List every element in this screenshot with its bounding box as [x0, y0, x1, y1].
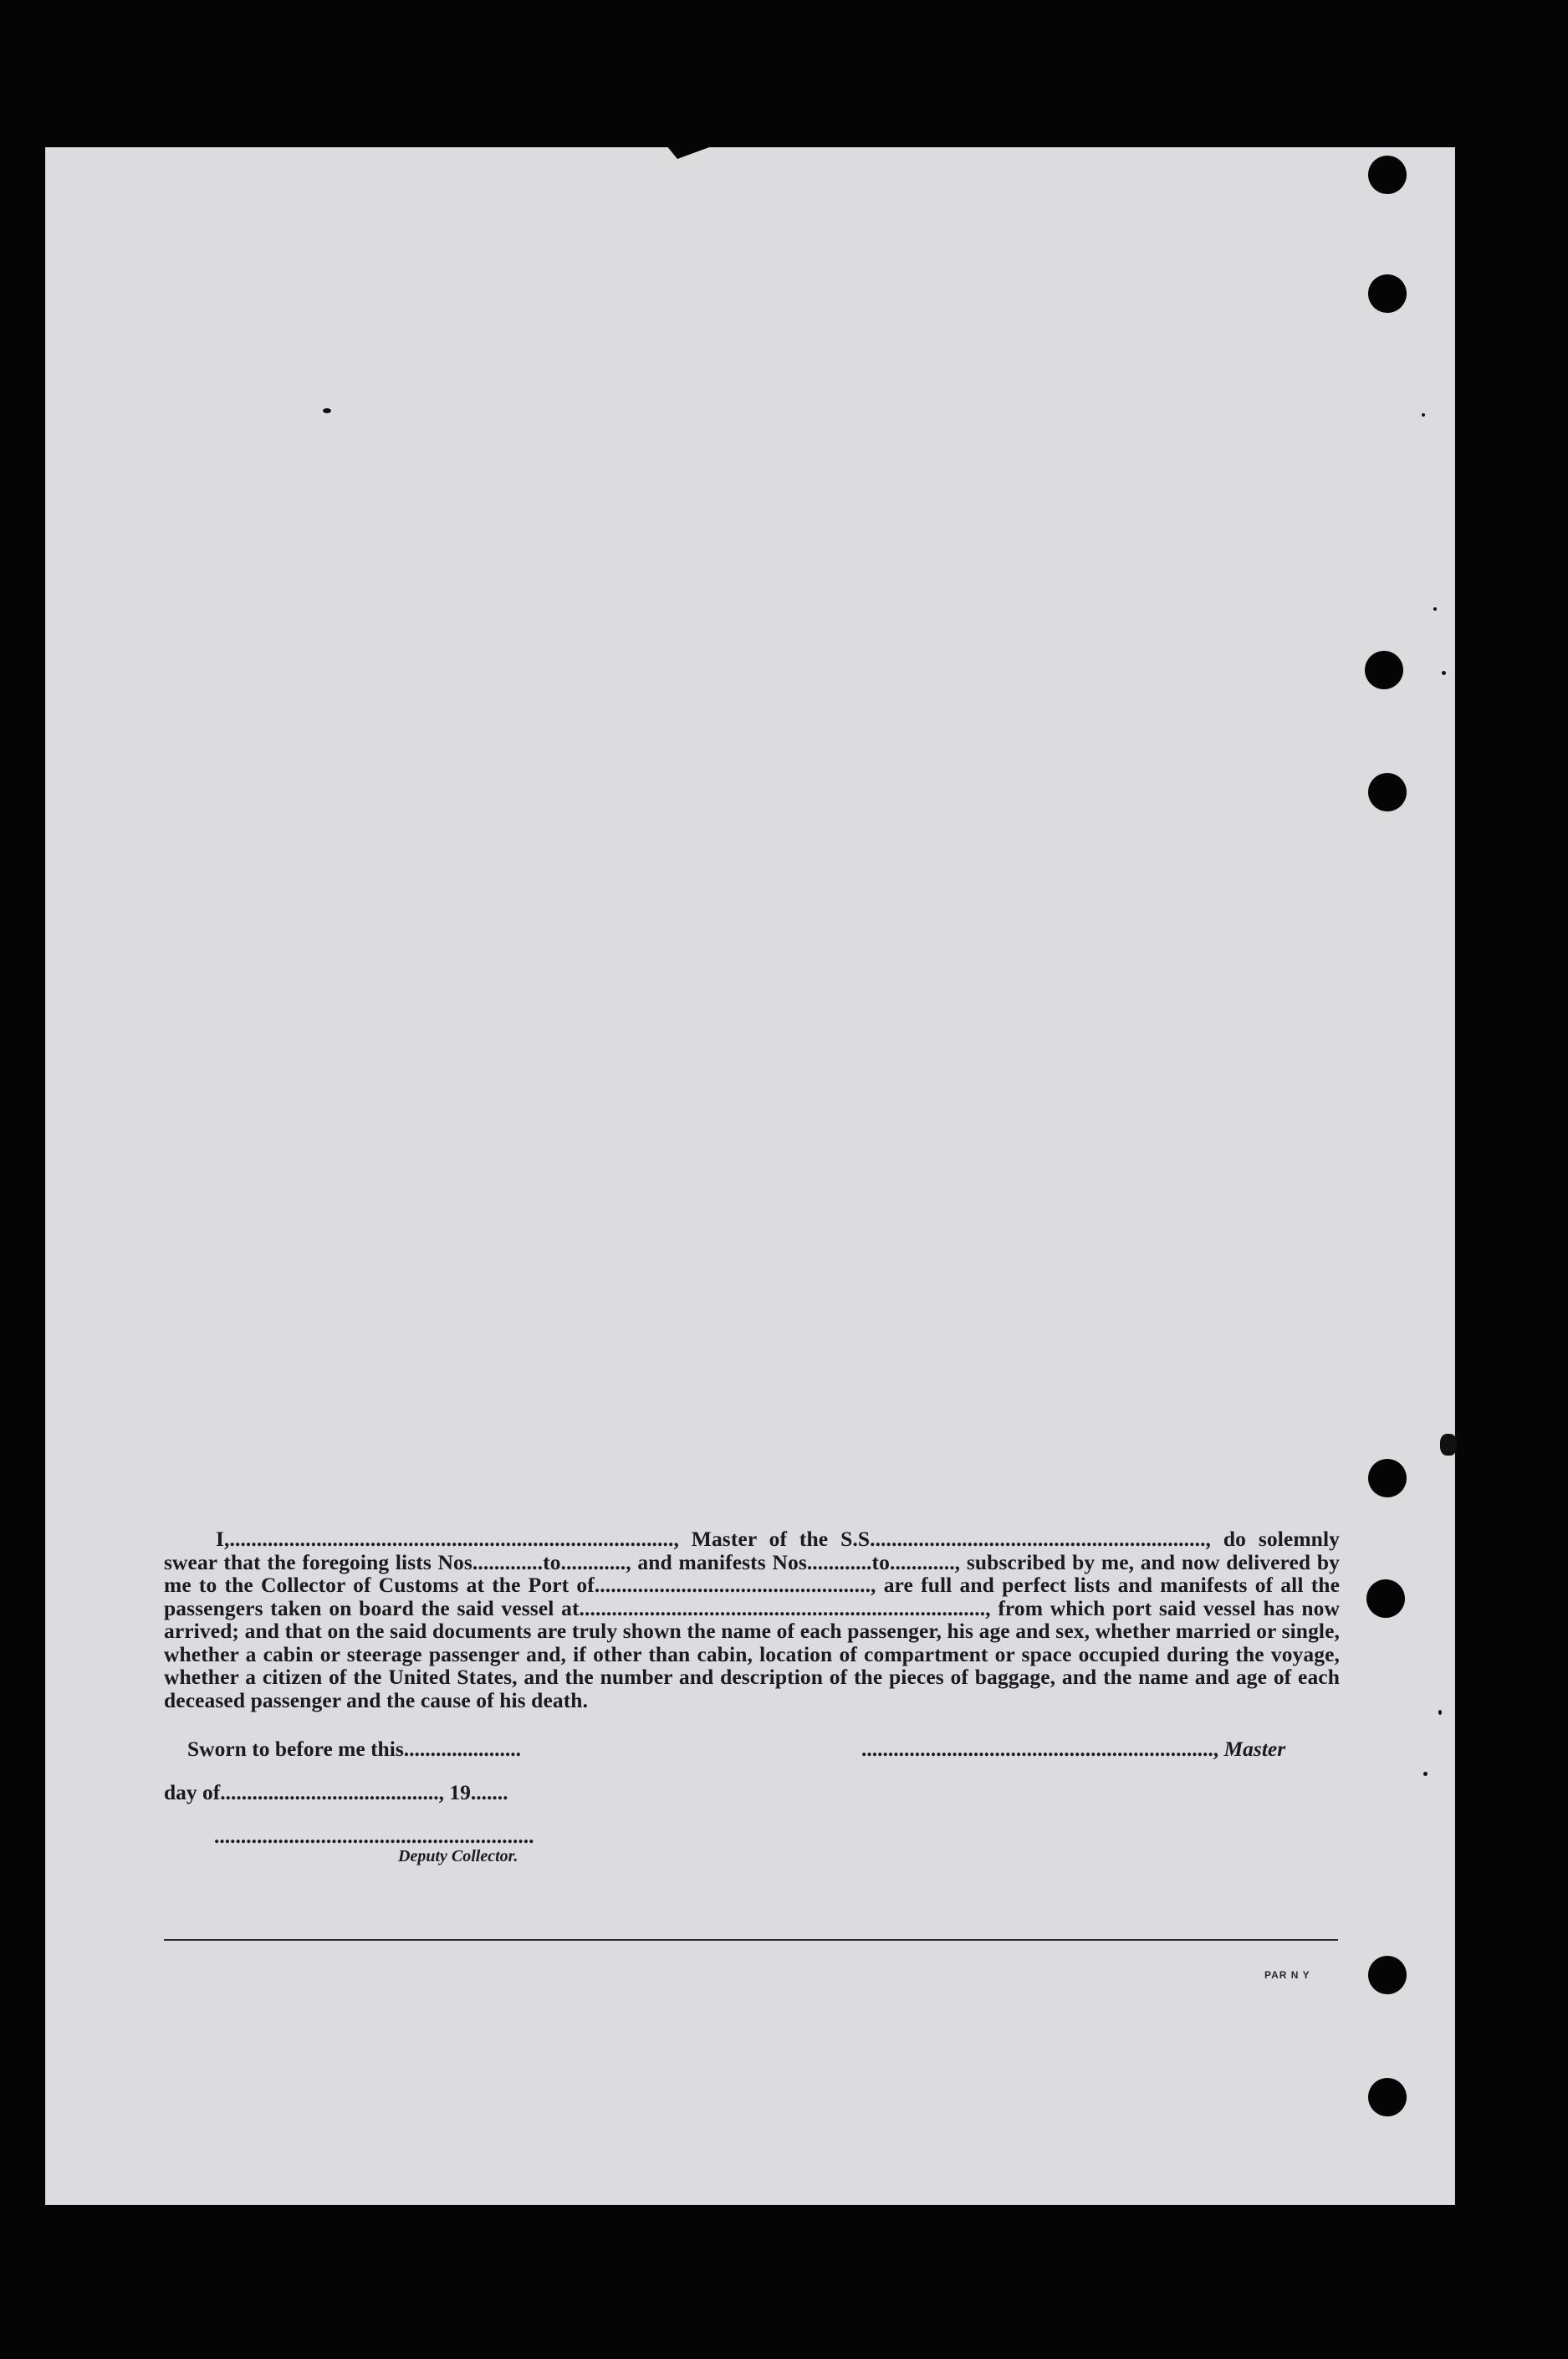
- punch-hole: [1368, 156, 1407, 194]
- sworn-before-line: Sworn to before me this......................: [187, 1737, 521, 1761]
- punch-hole: [1368, 1459, 1407, 1497]
- master-label: Master: [1223, 1737, 1286, 1761]
- punch-hole: [1368, 773, 1407, 811]
- ink-speck: [323, 408, 331, 413]
- ink-speck: [1422, 413, 1425, 417]
- punch-hole: [1368, 2078, 1407, 2116]
- ink-speck: [1442, 671, 1446, 675]
- punch-hole: [1366, 1579, 1405, 1618]
- ink-speck: [1433, 607, 1437, 611]
- ink-speck: [1423, 1772, 1428, 1776]
- printer-imprint: PAR N Y: [1264, 1969, 1310, 1981]
- punch-hole: [1368, 1956, 1407, 1994]
- manifest-back-page: [45, 147, 1455, 2205]
- master-signature-line: [861, 1737, 1285, 1762]
- deputy-collector-label: Deputy Collector.: [398, 1847, 518, 1865]
- ink-speck: [1438, 1710, 1442, 1715]
- horizontal-rule: [164, 1939, 1338, 1941]
- master-oath-paragraph: [164, 1527, 1340, 1712]
- deputy-signature-dots: ............................................................: [214, 1824, 534, 1848]
- punch-hole: [1368, 274, 1407, 313]
- punch-hole: [1365, 651, 1403, 689]
- ink-speck: [1440, 1434, 1457, 1456]
- page-tear-notch: [662, 141, 728, 159]
- master-signature-dots: ..................................................................,: [861, 1737, 1219, 1761]
- day-of-line: day of........................................., 19.......: [164, 1780, 508, 1804]
- oath-text: I,.................................................................................., Master of the S.S.............................................................., do solemnly swear that the foregoing lists Nos.............to............, and manifests Nos............to............, subscribed by me, and now delivered by me to the Collector of Customs at the Port of..................................................., are full and perfect lists and manifests of all the passengers taken on board the said vessel at..........................................................................., from which port said vessel has now arrived; and that on the said documents are truly shown the name of each passenger, his age and sex, whether married or single, whether a cabin or steerage passenger and, if other than cabin, location of compartment or space occupied during the voyage, whether a citizen of the United States, and the number and description of the pieces of baggage, and the name and age of each deceased passenger and the cause of his death.: [164, 1527, 1340, 1712]
